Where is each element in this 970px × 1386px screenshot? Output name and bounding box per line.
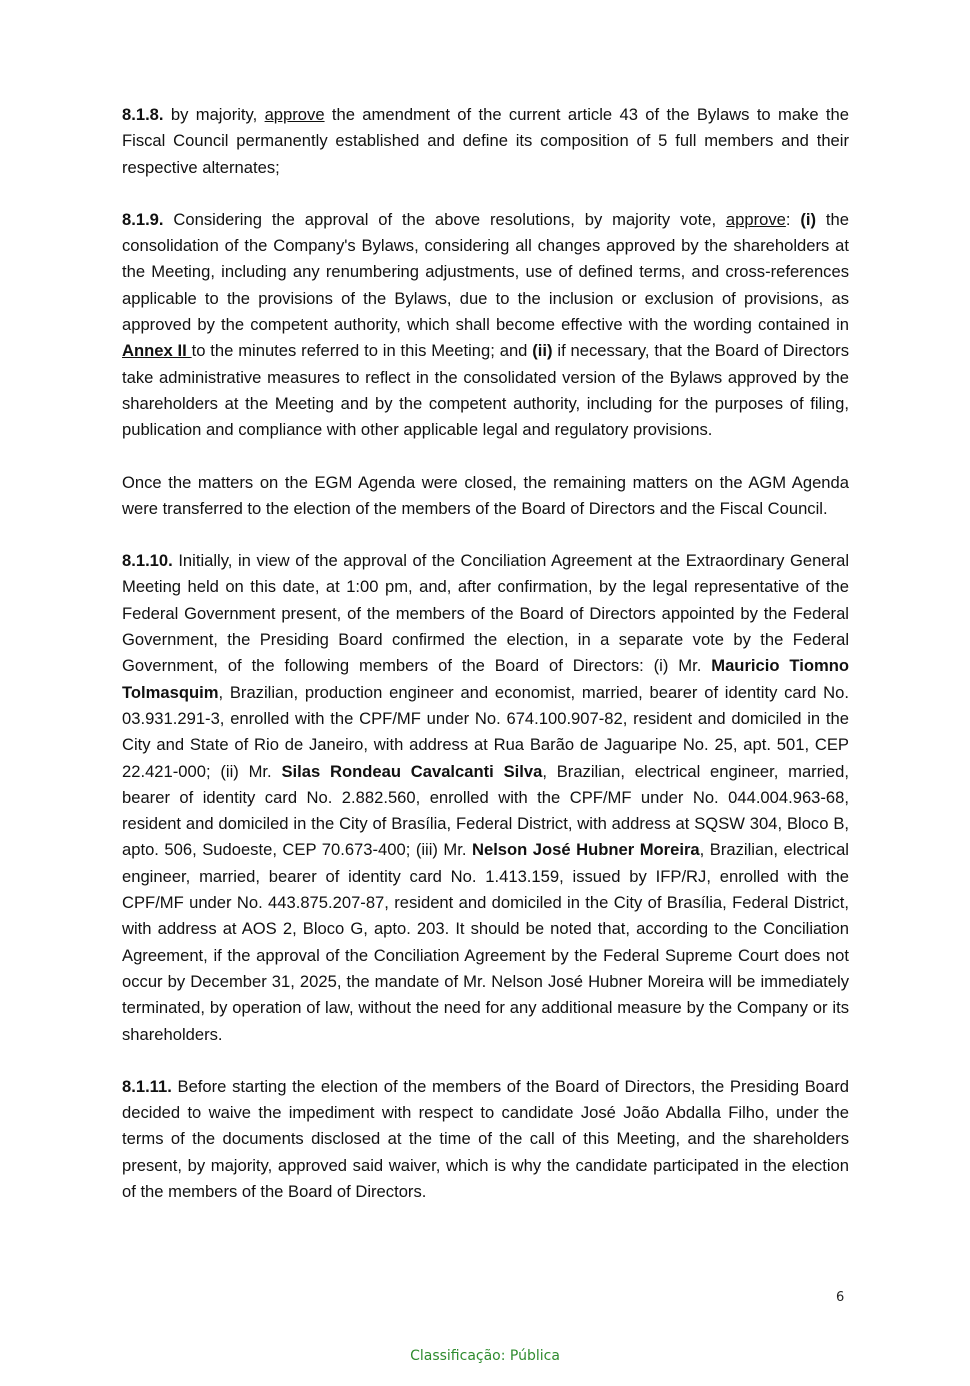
item-marker: (i) — [800, 209, 817, 229]
document-body — [122, 102, 849, 1231]
text-run: the consolidation of the Company's Bylaws, considering all changes approved by the shareholders at the Meeting, including any renumbering adjustments, use of defined terms, and cross-references applicable to the provisions of the Bylaws, due to the inclusion or exclusion of provisions, as approved by the competent authority, which shall become effective with the wording contained in — [122, 209, 849, 335]
text-run: , Brazilian, production engineer and economist, married, bearer of identity card No. 03.931.291-3, enrolled with the CPF/MF under No. 674.100.907-82, resident and domiciled in the City and State of Rio de Janeiro, with address at Rua Barão de Jaguaripe No. 25, apt. 501, CEP 22.421-000; (ii) Mr. — [122, 682, 849, 781]
board-member-name: Silas Rondeau Cavalcanti Silva — [281, 761, 543, 781]
section-number: 8.1.9. — [122, 209, 164, 229]
text-run: to the minutes referred to in this Meeting; and — [191, 341, 533, 361]
text-run: by majority, — [163, 105, 265, 124]
section-number: 8.1.11. — [122, 1076, 172, 1096]
board-member-name: Mauricio Tiomno Tolmasquim — [122, 656, 849, 702]
section-number: 8.1.8. — [122, 105, 164, 124]
text-run: , Brazilian, electrical engineer, married, bearer of identity card No. 1.413.159, issued by IFP/RJ, enrolled with the CPF/MF under No. 443.875.207-87, resident and domiciled in the City of Brasília, Federal District, with address at AOS 2, Bloco G, apto. 203. It should be noted that, according to the Conciliation Agreement, if the approval of the Conciliation Agreement by the Federal Supreme Court does not occur by December 31, 2025, the mandate of Mr. Nelson José Hubner Moreira will be immediately terminated, by operation of law, without the need for any additional measure by the Company or its shareholders. — [122, 840, 849, 1044]
text-run: Considering the approval of the above resolutions, by majority vote, — [163, 209, 726, 229]
underlined-term: approve — [264, 105, 325, 124]
paragraph-8-1-9 — [122, 207, 849, 444]
paragraph-8-1-8 — [122, 102, 849, 181]
text-run: Initially, in view of the approval of the Conciliation Agreement at the Extraordinary General Meeting held on this date, at 1:00 pm, and, after confirmation, by the legal representative of the Federal Government present, of the members of the Board of Directors appointed by the Federal Government, the Presiding Board confirmed the election, in a separate vote by the Federal Government, of the following members of the Board of Directors: (i) Mr. — [122, 551, 849, 676]
section-number: 8.1.10. — [122, 551, 173, 571]
paragraph-transition: Once the matters on the EGM Agenda were closed, the remaining matters on the AGM Agenda were transferred to the election of the members of the Board of Directors and the Fiscal Council. — [122, 472, 849, 518]
text-run: , Brazilian, electrical engineer, married, bearer of identity card No. 2.882.560, enrolled with the CPF/MF under No. 044.004.963-68, resident and domiciled in the City of Brasília, Federal District, with address at SQSW 304, Bloco B, apto. 506, Sudoeste, CEP 70.673-400; (iii) Mr. — [122, 761, 849, 860]
item-marker: (ii) — [532, 341, 553, 361]
board-member-name: Nelson José Hubner Moreira — [471, 840, 700, 860]
paragraph-8-1-10 — [122, 548, 849, 1048]
classification-label: Classificação: Pública — [410, 1348, 560, 1364]
text-run: the amendment of the current article 43 of the Bylaws to make the Fiscal Council permanently established and define its composition of 5 full members and their respective alternates; — [122, 105, 849, 177]
underlined-term: approve — [725, 209, 786, 229]
text-run: Before starting the election of the members of the Board of Directors, the Presiding Board decided to waive the impediment with respect to candidate José João Abdalla Filho, under the terms of the documents disclosed at the time of the call of this Meeting, and the shareholders present, by majority, approved said waiver, which is why the candidate participated in the election of the members of the Board of Directors. — [122, 1076, 849, 1201]
paragraph-8-1-11 — [122, 1074, 849, 1205]
text-run: : — [785, 209, 801, 229]
page-number: 6 — [836, 1290, 845, 1305]
annex-reference: Annex II — [122, 341, 192, 361]
text-run: if necessary, that the Board of Directors take administrative measures to reflect in the consolidated version of the Bylaws approved by the shareholders at the Meeting and by the competent authority, including for the purposes of filing, publication and compliance with other applicable legal and regulatory provisions. — [122, 341, 849, 440]
